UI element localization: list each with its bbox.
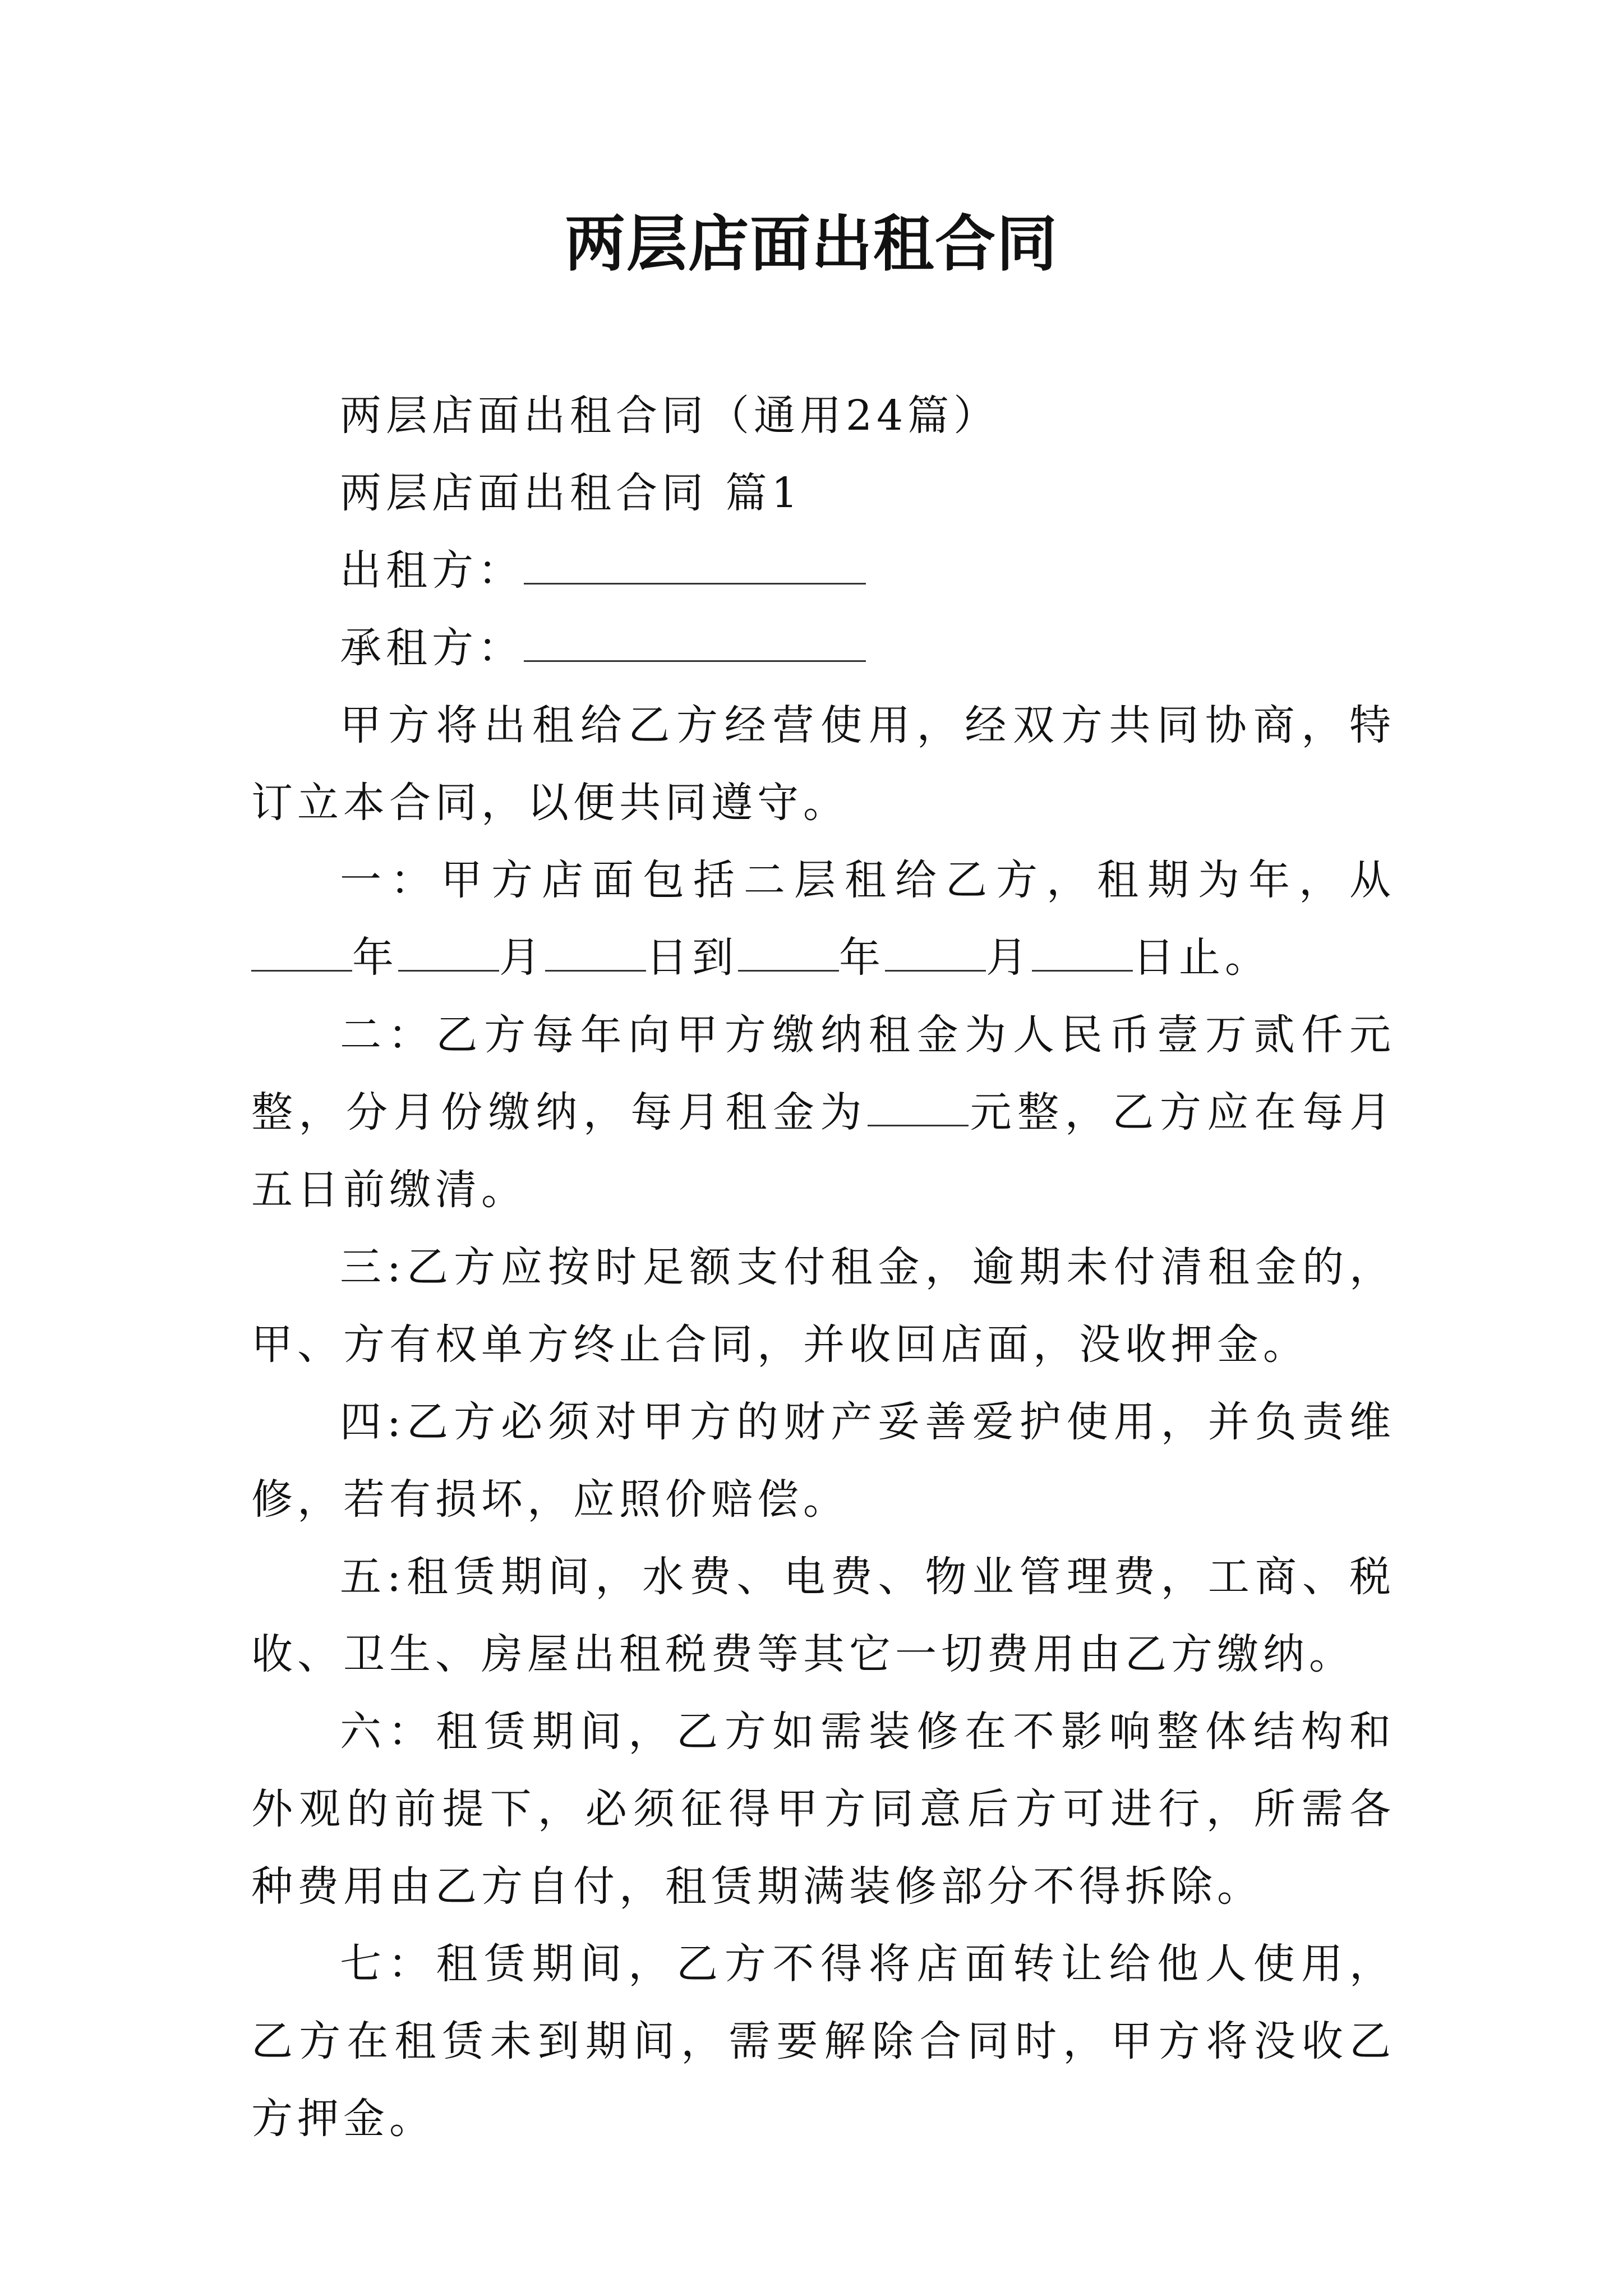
clause-1-year-2: 年 — [839, 933, 885, 982]
clause-2 — [251, 996, 1395, 1228]
page-title: 两层店面出租合同 — [564, 209, 1058, 279]
document-body — [251, 377, 1395, 2157]
clause-1-month-2: 月 — [986, 933, 1032, 982]
clause-7: 七：租赁期间，乙方不得将店面转让给他人使用，乙方在租赁未到期间，需要解除合同时，甲方将没收乙方押金。 — [251, 1940, 1395, 2143]
blank — [545, 931, 646, 972]
clause-1-text: 一：甲方店面包括二层租给乙方，租期为年，从 — [340, 856, 1395, 904]
lessee-blank — [524, 621, 866, 662]
section-heading: 两层店面出租合同 篇1 — [340, 469, 803, 517]
lessee-label: 承租方： — [340, 624, 524, 672]
lessor-label: 出租方： — [340, 546, 524, 595]
intro-paragraph: 甲方将出租给乙方经营使用，经双方共同协商，特订立本合同，以便共同遵守。 — [251, 701, 1395, 827]
clause-1-day-end: 日止。 — [1133, 933, 1271, 982]
clause-1-month: 月 — [499, 933, 545, 982]
clause-5: 五:租赁期间，水费、电费、物业管理费，工商、税收、卫生、房屋出租税费等其它一切费用由乙方缴纳。 — [251, 1553, 1395, 1678]
clause-3: 三:乙方应按时足额支付租金，逾期未付清租金的，甲、方有权单方终止合同，并收回店面，没收押金。 — [251, 1243, 1395, 1369]
blank — [1032, 931, 1133, 972]
blank — [738, 931, 839, 972]
clause-1 — [251, 841, 1395, 996]
clause-1-year: 年 — [352, 933, 398, 982]
lessor-blank — [524, 544, 866, 585]
blank — [251, 931, 352, 972]
clause-2-text-end: 元整，乙方应在每月五日前缴清。 — [251, 1088, 1396, 1214]
blank — [398, 931, 499, 972]
clause-1-day-to: 日到 — [646, 933, 738, 982]
blank — [868, 1085, 969, 1126]
clause-6: 六：租赁期间，乙方如需装修在不影响整体结构和外观的前提下，必须征得甲方同意后方可进行，所需各种费用由乙方自付，租赁期满装修部分不得拆除。 — [251, 1708, 1395, 1911]
lessee-line — [251, 609, 1395, 687]
lessor-line — [251, 532, 1395, 609]
blank — [885, 931, 986, 972]
clause-4: 四:乙方必须对甲方的财产妥善爱护使用，并负责维修，若有损坏，应照价赔偿。 — [251, 1398, 1395, 1524]
subtitle: 两层店面出租合同（通用24篇） — [340, 392, 1000, 440]
clause-2-text: 二：乙方每年向甲方缴纳租金为人民币壹万贰仟元整，分月份缴纳，每月租金为 — [251, 1011, 1395, 1137]
